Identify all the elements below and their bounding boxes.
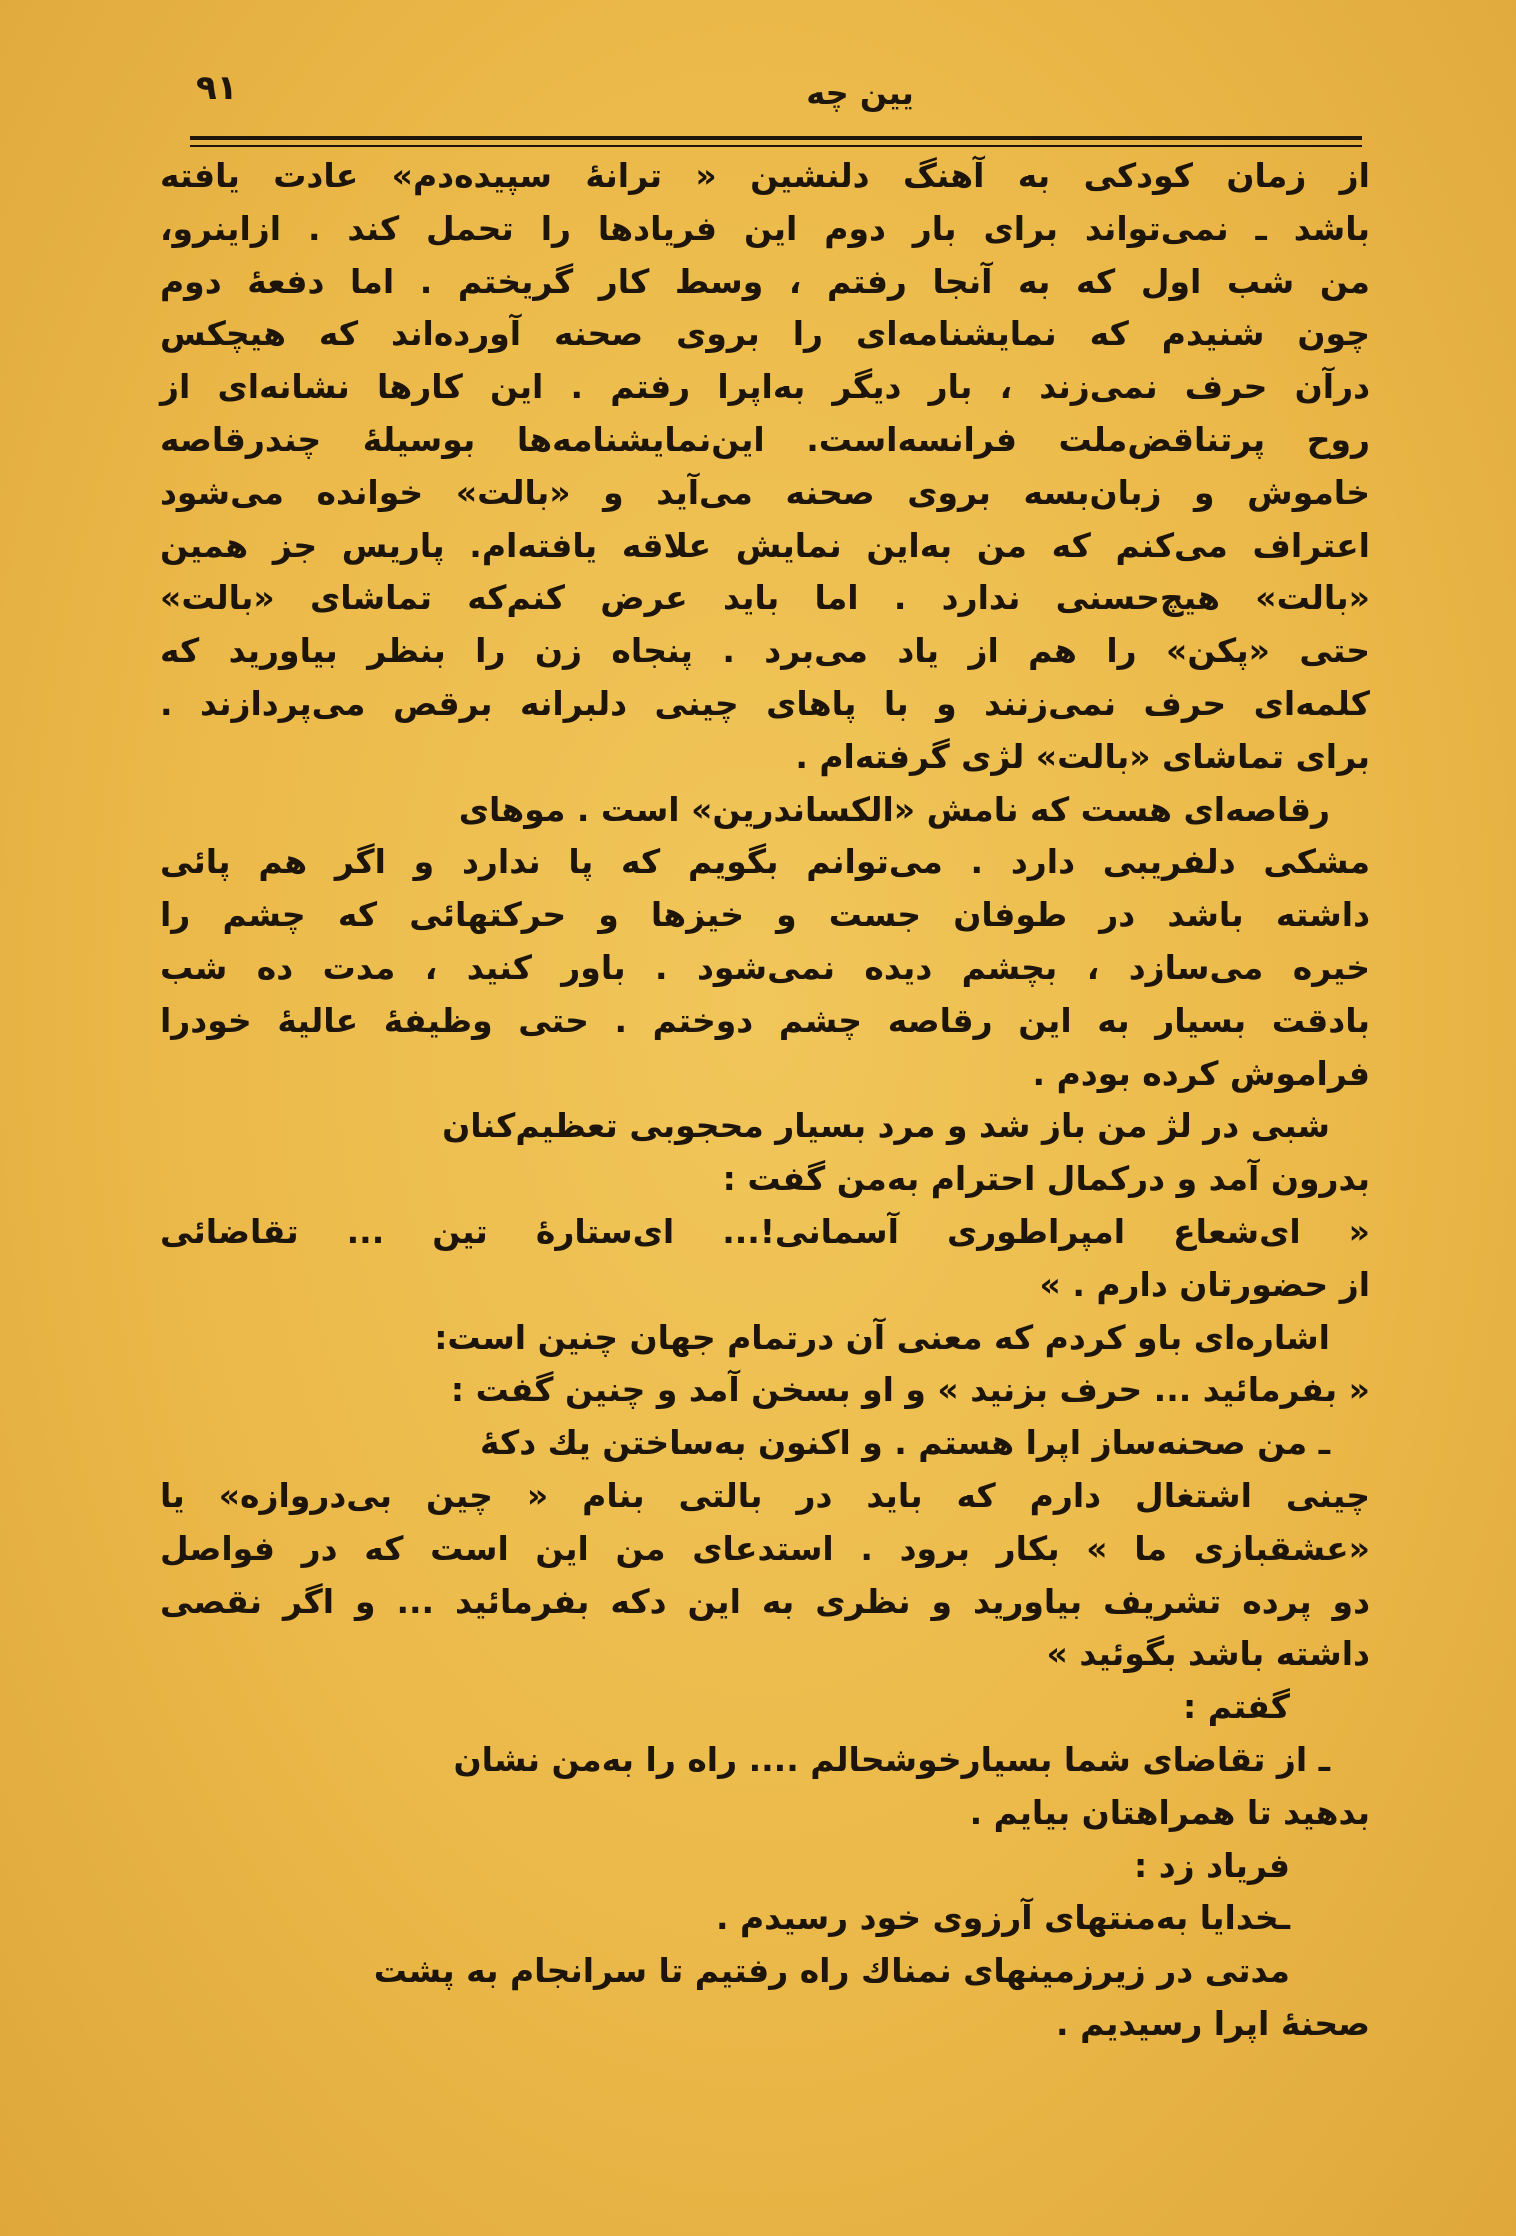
page-number: ۹۱ (196, 68, 238, 108)
text-line: اشاره‌ای باو کردم که معنی آن درتمام جهان چنین است: (434, 1317, 1330, 1357)
text-line: چینی اشتغال دارم که باید در بالتی بنام « چین بی‌دروازه» یا (160, 1475, 1370, 1515)
text-line: بادقت بسیار به این رقاصه چشم دوختم . حتی وظیفهٔ عالیهٔ خودرا (160, 1000, 1370, 1040)
text-line: مدتی در زیرزمینهای نمناك راه رفتیم تا سرانجام به پشت (373, 1951, 1290, 1991)
header-rule-thin (190, 145, 1362, 147)
running-title: یین چه (806, 74, 914, 112)
text-line: رقاصه‌ای هست که نامش «الکساندرین» است . موهای (458, 789, 1330, 829)
text-line: ـخدایا به‌منتهای آرزوی خود رسیدم . (715, 1898, 1290, 1938)
text-line: « ای‌شعاع امپراطوری آسمانی!... ای‌ستارهٔ تین ... تقاضائی (160, 1211, 1370, 1251)
text-line: شبی در لژ من باز شد و مرد بسیار محجوبی تعظیم‌کنان (442, 1106, 1330, 1146)
text-line: حتی «پکن» را هم از یاد می‌برد . پنجاه زن را بنظر بیاورید که (160, 631, 1370, 671)
text-line: فراموش کرده بودم . (1032, 1053, 1370, 1093)
text-line: از زمان کودکی به آهنگ دلنشین « ترانهٔ سپیده‌دم» عادت یافته (160, 156, 1370, 195)
text-line: فریاد زد : (1134, 1845, 1290, 1885)
text-line: صحنهٔ اپرا رسیدیم . (1056, 2003, 1370, 2043)
text-line: از حضورتان دارم . » (1039, 1264, 1370, 1304)
text-line: مشکی دلفریبی دارد . می‌توانم بگویم که پا ندارد و اگر هم پائی (160, 842, 1370, 882)
text-line: داشته باشد در طوفان جست و خیزها و حرکتهائی که چشم را (160, 895, 1370, 935)
body-text (160, 150, 1370, 2051)
text-line: باشد ـ نمی‌تواند برای بار دوم این فریادها را تحمل کند . ازاینرو، (160, 208, 1370, 248)
text-line: بدهید تا همراهتان بیایم . (969, 1792, 1370, 1832)
text-line: «عشقبازی ما » بکار برود . استدعای من این است که در فواصل (160, 1528, 1370, 1568)
text-line: برای تماشای «بالت» لژی گرفته‌ام . (795, 736, 1370, 776)
text-line: « بفرمائید ... حرف بزنید » و او بسخن آمد و چنین گفت : (450, 1370, 1370, 1410)
text-line: روح پرتناقض‌ملت فرانسه‌است. این‌نمایشنامه‌ها بوسیلهٔ چندرقاصه (160, 419, 1370, 459)
text-line: خیره می‌سازد ، بچشم دیده نمی‌شود . باور کنید ، مدت ده شب (160, 947, 1370, 987)
text-line: ـ من صحنه‌ساز اپرا هستم . و اکنون به‌ساختن یك دکهٔ (480, 1423, 1330, 1463)
text-line: درآن حرف نمی‌زند ، بار دیگر به‌اپرا رفتم . این کارها نشانه‌ای از (160, 367, 1370, 407)
text-line: «بالت» هیچ‌حسنی ندارد . اما باید عرض کنم‌که تماشای «بالت» (160, 578, 1370, 618)
text-line: من شب اول که به آنجا رفتم ، وسط کار گریختم . اما دفعهٔ دوم (160, 261, 1370, 301)
text-line: داشته باشد بگوئید » (1046, 1634, 1370, 1674)
text-line: اعتراف می‌کنم که من به‌این نمایش علاقه یافته‌ام. پاریس جز همین (160, 525, 1370, 565)
header-rule-thick (190, 136, 1362, 140)
text-line: دو پرده تشریف بیاورید و نظری به این دکه بفرمائید ... و اگر نقصی (160, 1581, 1370, 1621)
text-line: ـ از تقاضای شما بسیارخوشحالم .... راه را به‌من نشان (453, 1739, 1330, 1779)
text-line: کلمه‌ای حرف نمی‌زنند و با پاهای چینی دلبرانه برقص می‌پردازند . (160, 683, 1370, 723)
text-line: بدرون آمد و درکمال احترام به‌من گفت : (722, 1159, 1370, 1199)
text-line: گفتم : (1183, 1687, 1290, 1727)
page-header (190, 62, 1360, 122)
text-line: چون شنیدم که نمایشنامه‌ای را بروی صحنه آورده‌اند که هیچکس (160, 314, 1370, 354)
text-line: خاموش و زبان‌بسه بروی صحنه می‌آید و «بالت» خوانده می‌شود (160, 472, 1370, 512)
